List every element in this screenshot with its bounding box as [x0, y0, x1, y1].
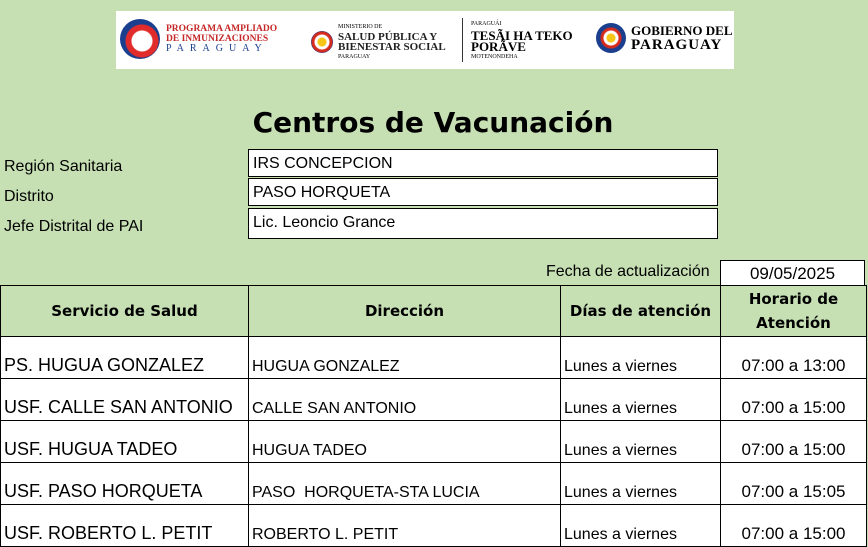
cell-direccion: PASO HORQUETA-STA LUCIA: [249, 463, 561, 505]
tesai-small-top: PARAGUÁI: [471, 21, 502, 27]
cell-horario: 07:00 a 15:00: [721, 421, 867, 463]
cell-direccion: HUGUA GONZALEZ: [249, 337, 561, 379]
cell-dias: Lunes a viernes: [561, 505, 721, 547]
col-header-horario: Horario de Atención: [721, 286, 867, 337]
table-row: [1, 337, 867, 379]
paraguay-seal-icon: [311, 31, 333, 53]
table-row: [1, 463, 867, 505]
cell-dias: Lunes a viernes: [561, 421, 721, 463]
gobierno-seal-icon: [596, 23, 626, 53]
jefe-value: Lic. Leoncio Grance: [248, 208, 718, 239]
cell-direccion: CALLE SAN ANTONIO: [249, 379, 561, 421]
gobierno-line2: PARAGUAY: [631, 37, 723, 53]
msp-logo: [311, 22, 446, 62]
cell-direccion: ROBERTO L. PETIT: [249, 505, 561, 547]
table-row: [1, 379, 867, 421]
distrito-value: PASO HORQUETA: [248, 178, 718, 206]
msp-line1: SALUD PÚBLICA Y: [338, 31, 438, 43]
region-value: IRS CONCEPCION: [248, 149, 718, 177]
cell-servicio: USF. PASO HORQUETA: [1, 463, 249, 505]
table-header-row: [1, 286, 867, 337]
fecha-value: 09/05/2025: [720, 260, 865, 286]
msp-small-bottom: PARAGUAY: [338, 54, 371, 60]
cell-horario: 07:00 a 15:00: [721, 379, 867, 421]
tesai-line2: PORÃVE: [471, 39, 526, 54]
region-label: Región Sanitaria: [4, 158, 123, 175]
page-title: Centros de Vacunación: [252, 106, 614, 139]
col-header-dias: Días de atención: [561, 286, 721, 337]
msp-small-top: MINISTERIO DE: [338, 24, 383, 30]
cell-dias: Lunes a viernes: [561, 337, 721, 379]
fecha-label: Fecha de actualización: [546, 263, 710, 280]
logo-separator: [462, 18, 463, 62]
col-header-direccion: Dirección: [249, 286, 561, 337]
cell-servicio: USF. ROBERTO L. PETIT: [1, 505, 249, 547]
table-row: [1, 421, 867, 463]
logo-banner: [116, 11, 734, 69]
pai-emblem-icon: [120, 19, 160, 59]
cell-dias: Lunes a viernes: [561, 463, 721, 505]
cell-dias: Lunes a viernes: [561, 379, 721, 421]
tesai-small-bottom: MOTENONDEHA: [471, 54, 518, 60]
pai-line2: DE INMUNIZACIONES: [166, 34, 269, 44]
distrito-label: Distrito: [4, 188, 54, 205]
cell-horario: 07:00 a 15:05: [721, 463, 867, 505]
cell-horario: 07:00 a 13:00: [721, 337, 867, 379]
msp-line2: BIENESTAR SOCIAL: [338, 41, 446, 53]
pai-line3: PARAGUAY: [166, 43, 268, 54]
gobierno-logo: [596, 23, 733, 53]
col-header-servicio: Servicio de Salud: [1, 286, 249, 337]
cell-direccion: HUGUA TADEO: [249, 421, 561, 463]
pai-logo: [120, 19, 277, 59]
tesai-logo: [471, 19, 573, 63]
pai-line1: PROGRAMA AMPLIADO: [166, 24, 278, 34]
cell-horario: 07:00 a 15:00: [721, 505, 867, 547]
cell-servicio: USF. CALLE SAN ANTONIO: [1, 379, 249, 421]
gobierno-line1: GOBIERNO DEL: [631, 23, 733, 38]
tesai-line1: TESÃI HA TEKO: [471, 28, 573, 43]
cell-servicio: PS. HUGUA GONZALEZ: [1, 337, 249, 379]
vaccination-centers-table: [0, 285, 867, 547]
cell-servicio: USF. HUGUA TADEO: [1, 421, 249, 463]
table-row: [1, 505, 867, 547]
jefe-label: Jefe Distrital de PAI: [4, 218, 144, 235]
